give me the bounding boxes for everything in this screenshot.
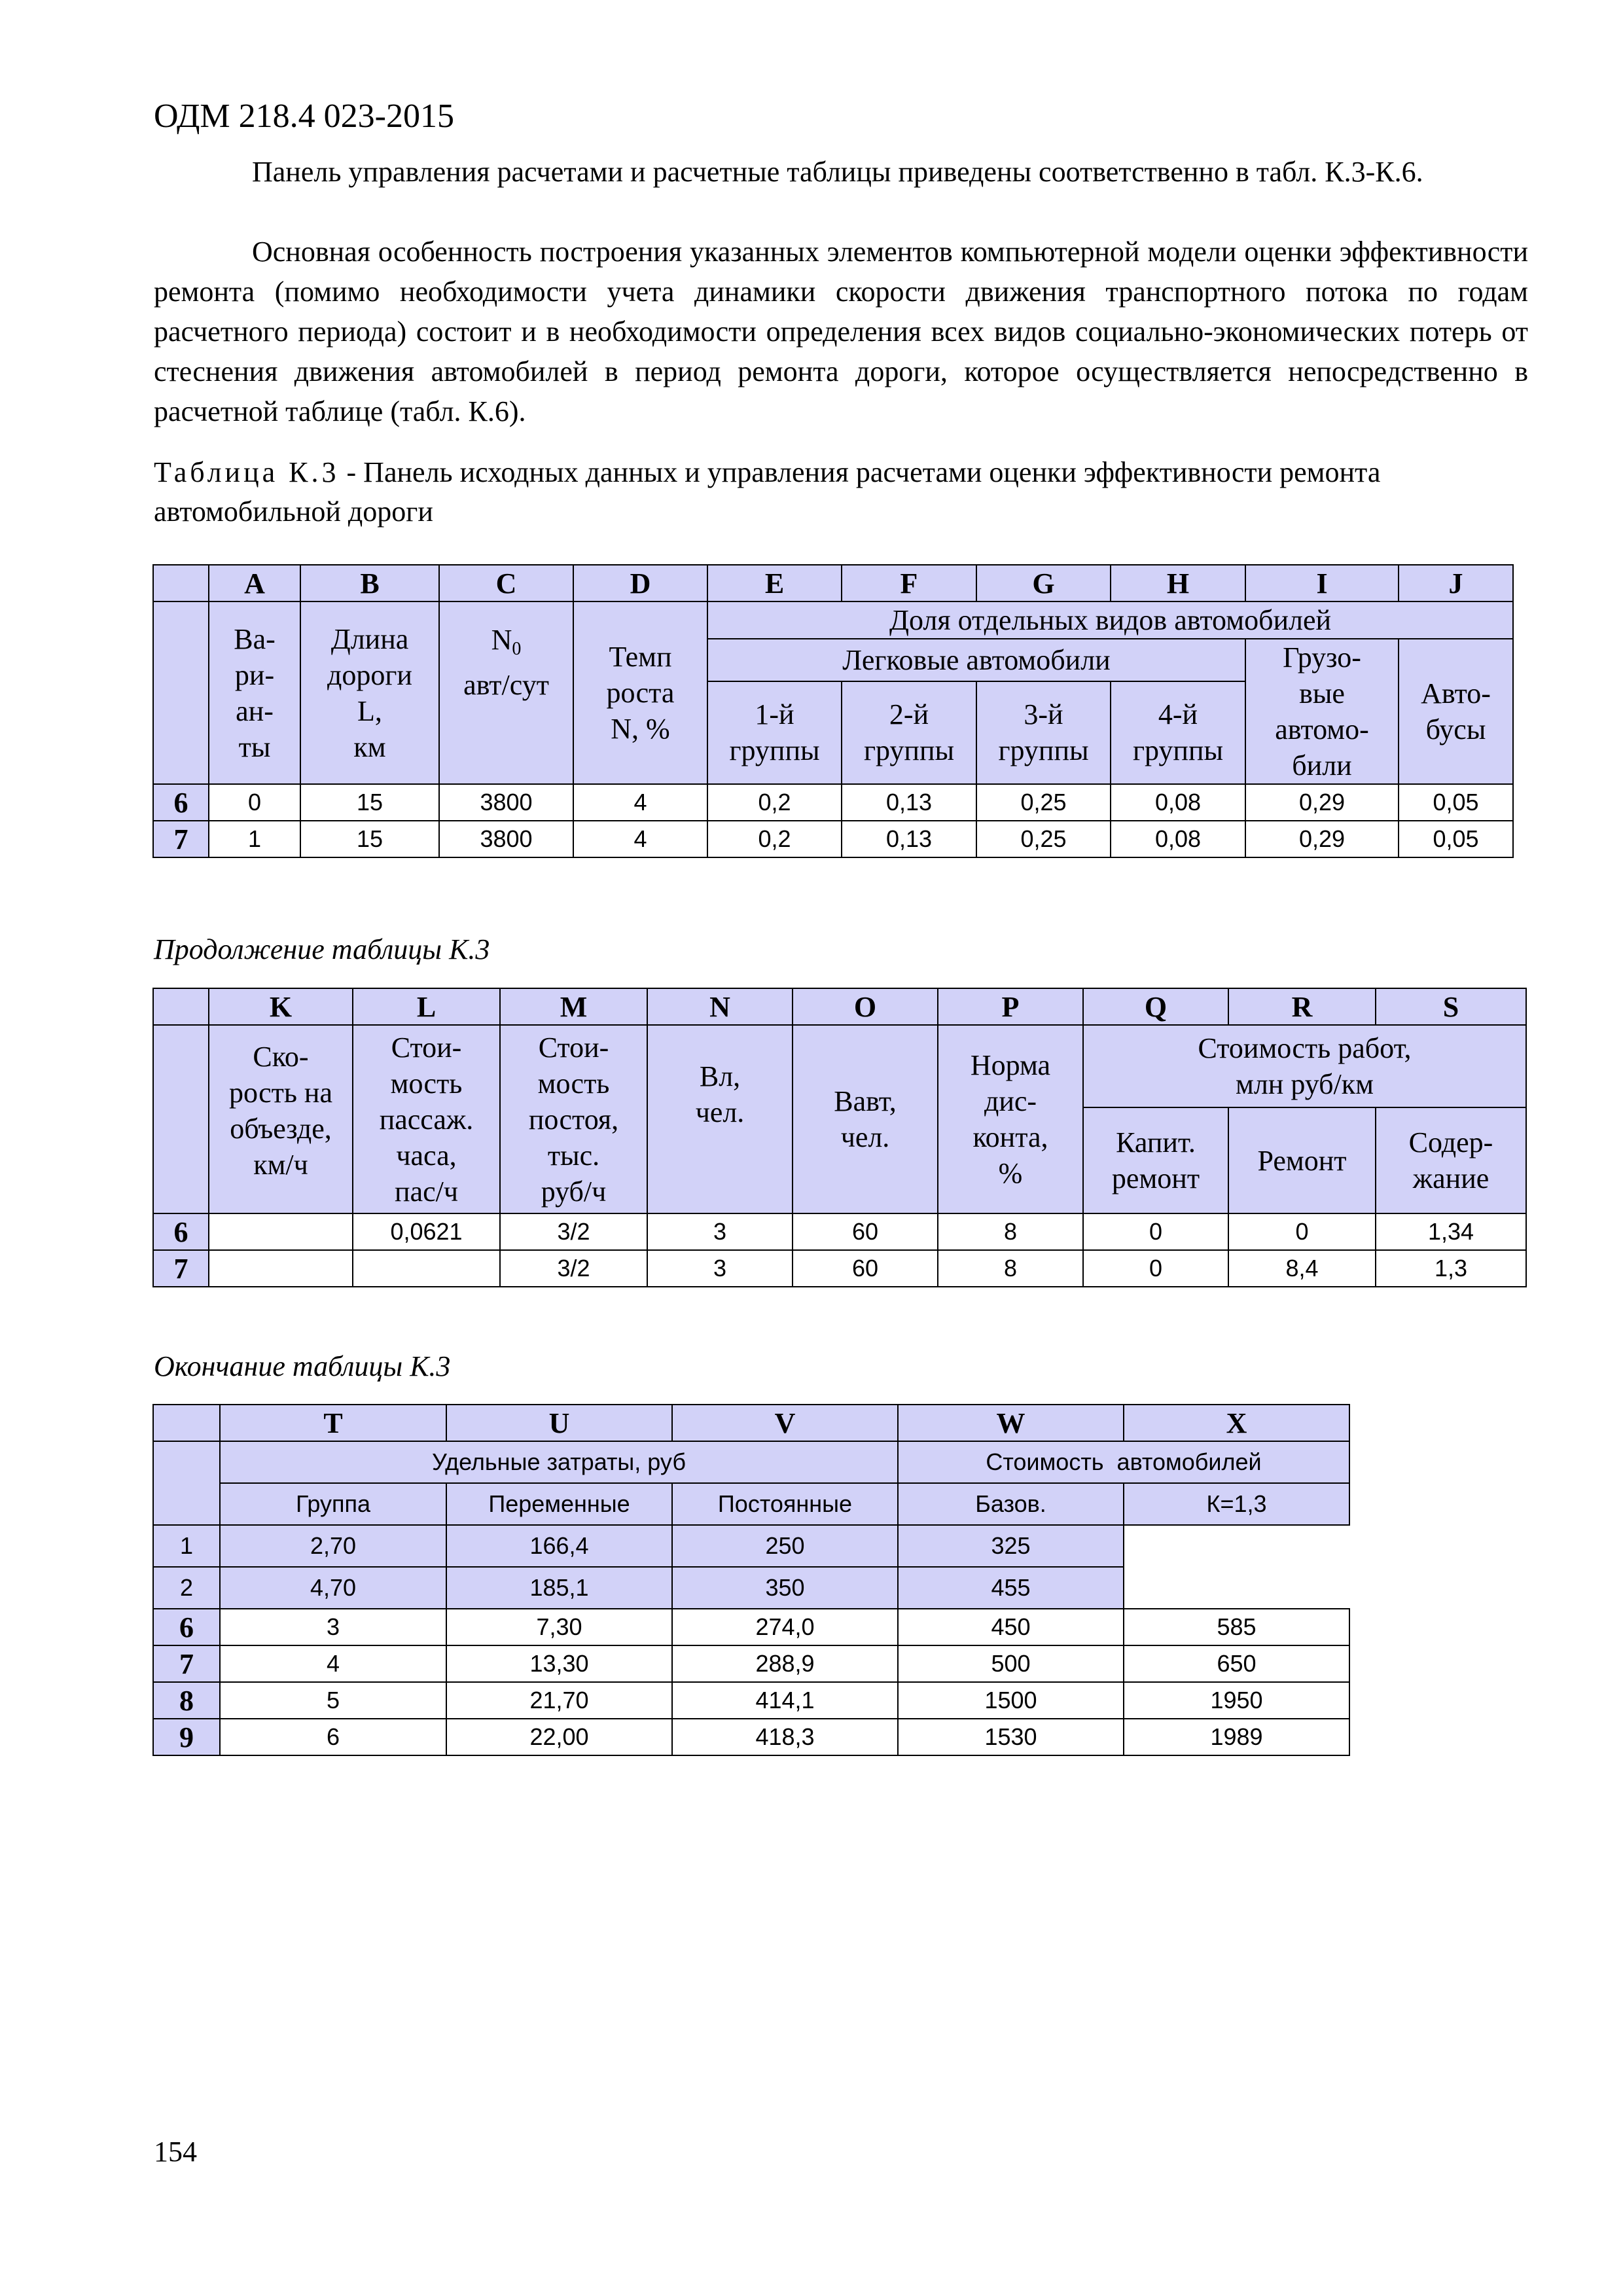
table-cell: 4	[573, 784, 707, 821]
table-cell: 288,9	[672, 1645, 898, 1682]
table-cell: 8	[938, 1250, 1083, 1287]
sub-header-0: Группа	[220, 1483, 446, 1525]
row-number-header	[153, 1025, 209, 1213]
row-number: 6	[153, 784, 209, 821]
table-cell: 0,05	[1399, 821, 1513, 857]
paragraph-1-text: Панель управления расчетами и расчетные таблицы приведены соответственно в табл. К.3-К.6.	[252, 156, 1423, 188]
table-cell: 3	[647, 1213, 793, 1250]
table-cell: 414,1	[672, 1682, 898, 1719]
column-letter-t: T	[220, 1405, 446, 1441]
corner-cell	[153, 565, 209, 601]
table-cell: 274,0	[672, 1609, 898, 1645]
table-cell: 3	[220, 1609, 446, 1645]
table-cell: 15	[300, 784, 439, 821]
row-number: 7	[153, 1250, 209, 1287]
table-cell: 0,2	[707, 784, 842, 821]
header-idle-cost: Стои- мость постоя, тыс. руб/ч	[500, 1025, 647, 1213]
table-cell: 3800	[439, 821, 573, 857]
table-caption	[154, 453, 1528, 531]
table-cell: 455	[898, 1567, 1124, 1609]
table-cell: 2,70	[220, 1525, 446, 1567]
sub-header-1: Переменные	[446, 1483, 672, 1525]
header-group-1: 1-й группы	[707, 681, 842, 784]
sub-header-2: Постоянные	[672, 1483, 898, 1525]
table-cell: 0,25	[976, 784, 1111, 821]
column-letter-f: F	[842, 565, 976, 601]
header-repair: Ремонт	[1228, 1107, 1376, 1213]
table-cell: 0,13	[842, 821, 976, 857]
row-number: 9	[153, 1719, 220, 1755]
table-cell: 1989	[1124, 1719, 1349, 1755]
table-cell: 1530	[898, 1719, 1124, 1755]
column-letter-x: X	[1124, 1405, 1349, 1441]
table-cell: 185,1	[446, 1567, 672, 1609]
header-passenger-cars: Легковые автомобили	[707, 639, 1245, 681]
header-group-3: 3-й группы	[976, 681, 1111, 784]
table-cell: 13,30	[446, 1645, 672, 1682]
n0-subscript: 0	[512, 639, 522, 659]
table-cell: 450	[898, 1609, 1124, 1645]
column-letter-h: H	[1111, 565, 1245, 601]
header-vehicle-cost: Стоимость автомобилей	[898, 1441, 1349, 1483]
header-variants: Ва- ри- ан- ты	[209, 601, 300, 784]
column-letter-v: V	[672, 1405, 898, 1441]
table-cell: 60	[793, 1213, 938, 1250]
row-number: 6	[153, 1609, 220, 1645]
column-letter-o: O	[793, 988, 938, 1025]
table-cell: 22,00	[446, 1719, 672, 1755]
column-letter-j: J	[1399, 565, 1513, 601]
row-number: 7	[153, 1645, 220, 1682]
table-cell: 0,13	[842, 784, 976, 821]
table-cell: 3800	[439, 784, 573, 821]
table-cell: 0,2	[707, 821, 842, 857]
table-cell: 3/2	[500, 1213, 647, 1250]
header-n0	[439, 601, 573, 784]
header-maintenance: Содер- жание	[1376, 1107, 1526, 1213]
header-capital-repair: Капит. ремонт	[1083, 1107, 1228, 1213]
table-k3-part3	[152, 1404, 1350, 1756]
paragraph-1	[154, 152, 1528, 192]
table-row	[153, 821, 1513, 857]
column-letter-d: D	[573, 565, 707, 601]
sub-header-3: Базов.	[898, 1483, 1124, 1525]
column-letter-l: L	[353, 988, 500, 1025]
table-cell: 250	[672, 1525, 898, 1567]
header-vavt: Вавт, чел.	[793, 1025, 938, 1213]
corner-cell	[153, 1405, 220, 1441]
header-trucks: Грузо- вые автомо- били	[1245, 639, 1399, 784]
header-buses: Авто- бусы	[1399, 639, 1513, 784]
table-cell: 0,08	[1111, 784, 1245, 821]
table-cell: 5	[220, 1682, 446, 1719]
row-number: 8	[153, 1682, 220, 1719]
table-row	[153, 784, 1513, 821]
table-cell: 0	[209, 784, 300, 821]
table-row	[153, 1719, 1349, 1755]
paragraph-2	[154, 232, 1528, 431]
header-group-2: 2-й группы	[842, 681, 976, 784]
column-letter-i: I	[1245, 565, 1399, 601]
column-letter-p: P	[938, 988, 1083, 1025]
header-growth-rate: Темп роста N, %	[573, 601, 707, 784]
table-cell: 4	[220, 1645, 446, 1682]
table-cell: 3	[647, 1250, 793, 1287]
table-row	[153, 1682, 1349, 1719]
table-cell: 166,4	[446, 1525, 672, 1567]
table-k3-part1	[152, 564, 1514, 858]
column-letter-w: W	[898, 1405, 1124, 1441]
table-cell	[209, 1250, 353, 1287]
header-road-length: Длина дороги L, км	[300, 601, 439, 784]
row-number-header	[153, 601, 209, 784]
column-letter-e: E	[707, 565, 842, 601]
header-group-4: 4-й группы	[1111, 681, 1245, 784]
table-cell: 0,29	[1245, 821, 1399, 857]
column-letter-g: G	[976, 565, 1111, 601]
table-cell: 0,08	[1111, 821, 1245, 857]
table-row	[153, 1567, 1349, 1609]
column-letter-u: U	[446, 1405, 672, 1441]
column-letter-m: M	[500, 988, 647, 1025]
table-cell: 7,30	[446, 1609, 672, 1645]
table-cell: 2	[153, 1567, 220, 1609]
table-cell: 8,4	[1228, 1250, 1376, 1287]
column-letter-r: R	[1228, 988, 1376, 1025]
table-cell: 0,25	[976, 821, 1111, 857]
corner-cell	[153, 988, 209, 1025]
header-specific-costs: Удельные затраты, руб	[220, 1441, 898, 1483]
continuation-caption: Продолжение таблицы К.3	[154, 933, 490, 965]
paragraph-2-text: Основная особенность построения указанных элементов компьютерной модели оценки эффективности ремонта (помимо необходимости учета динамики скорости движения транспортного потока по годам расчетного периода) состоит и в необходимости определения всех видов социально-экономических потерь от стеснения движения автомобилей в период ремонта дороги, которое осуществляется непосредственно в расчетной таблице (табл. К.6).	[154, 236, 1528, 427]
header-discount-rate: Норма дис- конта, %	[938, 1025, 1083, 1213]
table-cell: 1,34	[1376, 1213, 1526, 1250]
table-row	[153, 1609, 1349, 1645]
table-cell: 0	[1083, 1250, 1228, 1287]
table-cell: 0,0621	[353, 1213, 500, 1250]
table-cell: 650	[1124, 1645, 1349, 1682]
table-cell: 1950	[1124, 1682, 1349, 1719]
table-cell	[209, 1213, 353, 1250]
row-number: 6	[153, 1213, 209, 1250]
sub-header-4: К=1,3	[1124, 1483, 1349, 1525]
table-cell: 60	[793, 1250, 938, 1287]
table-cell: 21,70	[446, 1682, 672, 1719]
table-cell: 325	[898, 1525, 1124, 1567]
column-letter-a: A	[209, 565, 300, 601]
table-row	[153, 1213, 1526, 1250]
row-number-header	[153, 1441, 220, 1525]
caption-label: Таблица К.3	[154, 456, 340, 488]
table-cell: 1	[153, 1525, 220, 1567]
table-cell: 6	[220, 1719, 446, 1755]
table-cell: 500	[898, 1645, 1124, 1682]
header-passenger-hour-cost: Стои- мость пассаж. часа, пас/ч	[353, 1025, 500, 1213]
table-cell: 15	[300, 821, 439, 857]
table-cell	[353, 1250, 500, 1287]
table-cell: 585	[1124, 1609, 1349, 1645]
table-cell: 3/2	[500, 1250, 647, 1287]
table-cell: 1500	[898, 1682, 1124, 1719]
header-vehicle-share: Доля отдельных видов автомобилей	[707, 601, 1513, 639]
table-k3-part2	[152, 988, 1527, 1287]
ending-caption: Окончание таблицы К.3	[154, 1350, 451, 1382]
table-row	[153, 1525, 1349, 1567]
header-vl: Вл, чел.	[647, 1025, 793, 1213]
n0-symbol: N	[491, 624, 512, 656]
table-cell: 0	[1228, 1213, 1376, 1250]
table-cell: 418,3	[672, 1719, 898, 1755]
header-detour-speed: Ско- рость на объезде, км/ч	[209, 1025, 353, 1213]
column-letter-b: B	[300, 565, 439, 601]
table-row	[153, 1250, 1526, 1287]
column-letter-q: Q	[1083, 988, 1228, 1025]
header-works-cost: Стоимость работ, млн руб/км	[1083, 1025, 1526, 1107]
table-cell: 1	[209, 821, 300, 857]
table-row	[153, 1645, 1349, 1682]
column-letter-n: N	[647, 988, 793, 1025]
table-cell: 0,05	[1399, 784, 1513, 821]
caption-text: - Панель исходных данных и управления расчетами оценки эффективности ремонта автомобильной дороги	[154, 456, 1381, 528]
table-cell: 8	[938, 1213, 1083, 1250]
table-cell: 4	[573, 821, 707, 857]
table-cell: 0,29	[1245, 784, 1399, 821]
table-cell: 0	[1083, 1213, 1228, 1250]
row-number: 7	[153, 821, 209, 857]
table-cell: 4,70	[220, 1567, 446, 1609]
n0-unit: авт/сут	[463, 669, 549, 701]
table-cell: 350	[672, 1567, 898, 1609]
column-letter-s: S	[1376, 988, 1526, 1025]
page-number: 154	[154, 2136, 197, 2168]
column-letter-k: K	[209, 988, 353, 1025]
column-letter-c: C	[439, 565, 573, 601]
table-cell: 1,3	[1376, 1250, 1526, 1287]
document-header: ОДМ 218.4 023-2015	[154, 98, 454, 135]
